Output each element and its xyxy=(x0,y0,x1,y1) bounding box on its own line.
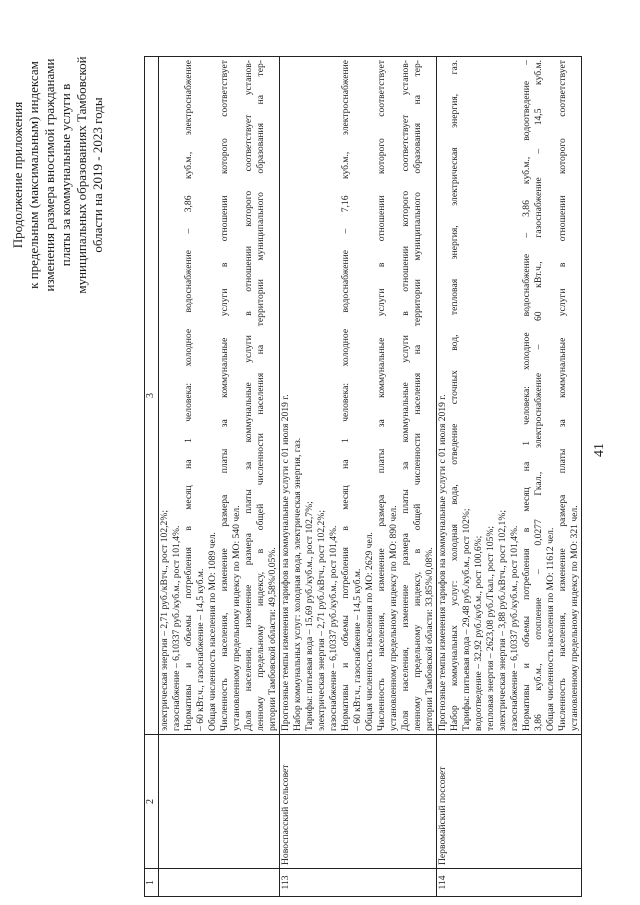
description-line: Прогнозные темпы изменения тарифов на коммунальные услуги с 01 июля 2019 г. xyxy=(280,394,291,731)
appendix-title-line: Продолжение приложения xyxy=(10,101,25,249)
description-line: Общая численность населения по МО: 11612 чел. xyxy=(545,527,556,731)
municipality-name: Новоспасский сельсовет xyxy=(280,735,437,869)
description-line: установленному предельному индексу по МО: 890 чел. xyxy=(388,505,399,731)
table-row xyxy=(159,57,280,897)
description-line: Нормативы и объемы потребления в месяц на 1 человека: холодное водоснабжение – 3,86 куб.м., водоотведение – xyxy=(521,60,532,731)
description-line: Тарифы: питьевая вода – 15,69 руб./куб.м., рост 102,7%; xyxy=(304,501,315,731)
description-line: газоснабжение – 6,10337 руб./куб.м., рост 101,4%. xyxy=(328,525,339,731)
description-line: Набор коммунальных услуг: холодная вода, отведение сточных вод, тепловая энергия, электрическая энергия, газ. xyxy=(449,60,460,731)
appendix-title-line: изменения размера вносимой гражданами xyxy=(42,58,57,292)
appendix-title-line: области на 2019 - 2023 годы xyxy=(90,97,105,253)
description-line: Доля населения, изменение размера платы за коммунальные услуги в отношении которого соответствует установ- xyxy=(243,60,254,731)
description-line: Прогнозные темпы изменения тарифов на коммунальные услуги с 01 июля 2019 г. xyxy=(437,394,448,731)
tariff-description xyxy=(437,57,582,735)
row-number: 114 xyxy=(437,869,582,897)
description-line: – 60 кВт.ч., газоснабжение – 14,5 куб.м. xyxy=(352,568,363,731)
description-line: Нормативы и объемы потребления в месяц на 1 человека: холодное водоснабжение – 3,86 куб.м., электроснабжение xyxy=(183,60,194,731)
description-line: – 60 кВт.ч., газоснабжение – 14,5 куб.м. xyxy=(195,568,206,731)
appendix-title-line: к предельным (максимальным) индексам xyxy=(26,61,41,289)
appendix-title xyxy=(10,25,106,325)
description-line: Численность населения, изменение размера платы за коммунальные услуги в отношении которого соответствует xyxy=(557,60,568,731)
description-line: электрическая энергия – 2,71 руб./кВтч., рост 102,2%; xyxy=(316,510,327,731)
page-number: 41 xyxy=(592,443,607,457)
row-number xyxy=(159,869,280,897)
tariff-description xyxy=(159,57,280,735)
appendix-title-line: муниципальных образованиях Тамбовской xyxy=(74,56,89,294)
description-line: 3,86 куб.м., отопление – 0,0277 Гкал., электроснабжение – 60 кВт.ч., газоснабжение – 14,5 куб.м. xyxy=(533,60,544,731)
description-line: газоснабжение – 6,10337 руб./куб.м., рост 101,4%. xyxy=(509,525,520,731)
description-line: Набор коммунальных услуг: холодная вода, электрическая энергия, газ. xyxy=(292,437,303,731)
description-line: Общая численность населения по МО: 1089 чел. xyxy=(207,532,218,731)
description-line: водоотведение – 32,92 руб./куб.м., рост 100,6%; xyxy=(473,535,484,731)
description-line: установленному предельному индексу по МО: 321 чел. xyxy=(569,505,580,731)
description-line: электрическая энергия – 3,88 руб./кВтч., рост 102,1%; xyxy=(497,510,508,731)
column-header-municipality: 2 xyxy=(145,735,159,869)
table-row xyxy=(280,57,437,897)
description-line: ритории Тамбовской области: 33,85%/0,08%. xyxy=(424,547,435,731)
appendix-title-line: платы за коммунальные услуги в xyxy=(58,83,73,267)
table-row xyxy=(437,57,582,897)
description-line: установленному предельному индексу по МО: 540 чел. xyxy=(231,505,242,731)
column-header-description: 3 xyxy=(145,57,159,735)
description-line: ленному предельному индексу, в общей численности населения на территории муниципального образования на тер- xyxy=(255,60,266,731)
tariff-description xyxy=(280,57,437,735)
municipality-name: Первомайский поссовет xyxy=(437,735,582,869)
description-line: Доля населения, изменение размера платы за коммунальные услуги в отношении которого соответствует установ- xyxy=(400,60,411,731)
tariff-table xyxy=(144,56,582,897)
description-line: Тарифы: питьевая вода – 29,48 руб./куб.м., рост 102%; xyxy=(461,508,472,731)
description-line: тепловая энергия – 2623,08 руб./Гкал., рост 105%; xyxy=(485,525,496,731)
description-line: Численность населения, изменение размера платы за коммунальные услуги в отношении которого соответствует xyxy=(376,60,387,731)
description-line: газоснабжение – 6,10337 руб./куб.м., рост 101,4%. xyxy=(171,525,182,731)
description-line: электрическая энергия – 2,71 руб./кВтч., рост 102,2%; xyxy=(159,510,170,731)
table-header-row xyxy=(145,57,159,897)
municipality-name xyxy=(159,735,280,869)
row-number: 113 xyxy=(280,869,437,897)
description-line: Общая численность населения по МО: 2629 чел. xyxy=(364,532,375,731)
description-line: Численность населения, изменение размера платы за коммунальные услуги в отношении которого соответствует xyxy=(219,60,230,731)
description-line: ритории Тамбовской области: 49,58%/0,05%. xyxy=(267,547,278,731)
description-line: ленному предельному индексу, в общей численности населения на территории муниципального образования на тер- xyxy=(412,60,423,731)
column-header-number: 1 xyxy=(145,869,159,897)
description-line: Нормативы и объемы потребления в месяц на 1 человека: холодное водоснабжение – 7,16 куб.м., электроснабжение xyxy=(340,60,351,731)
